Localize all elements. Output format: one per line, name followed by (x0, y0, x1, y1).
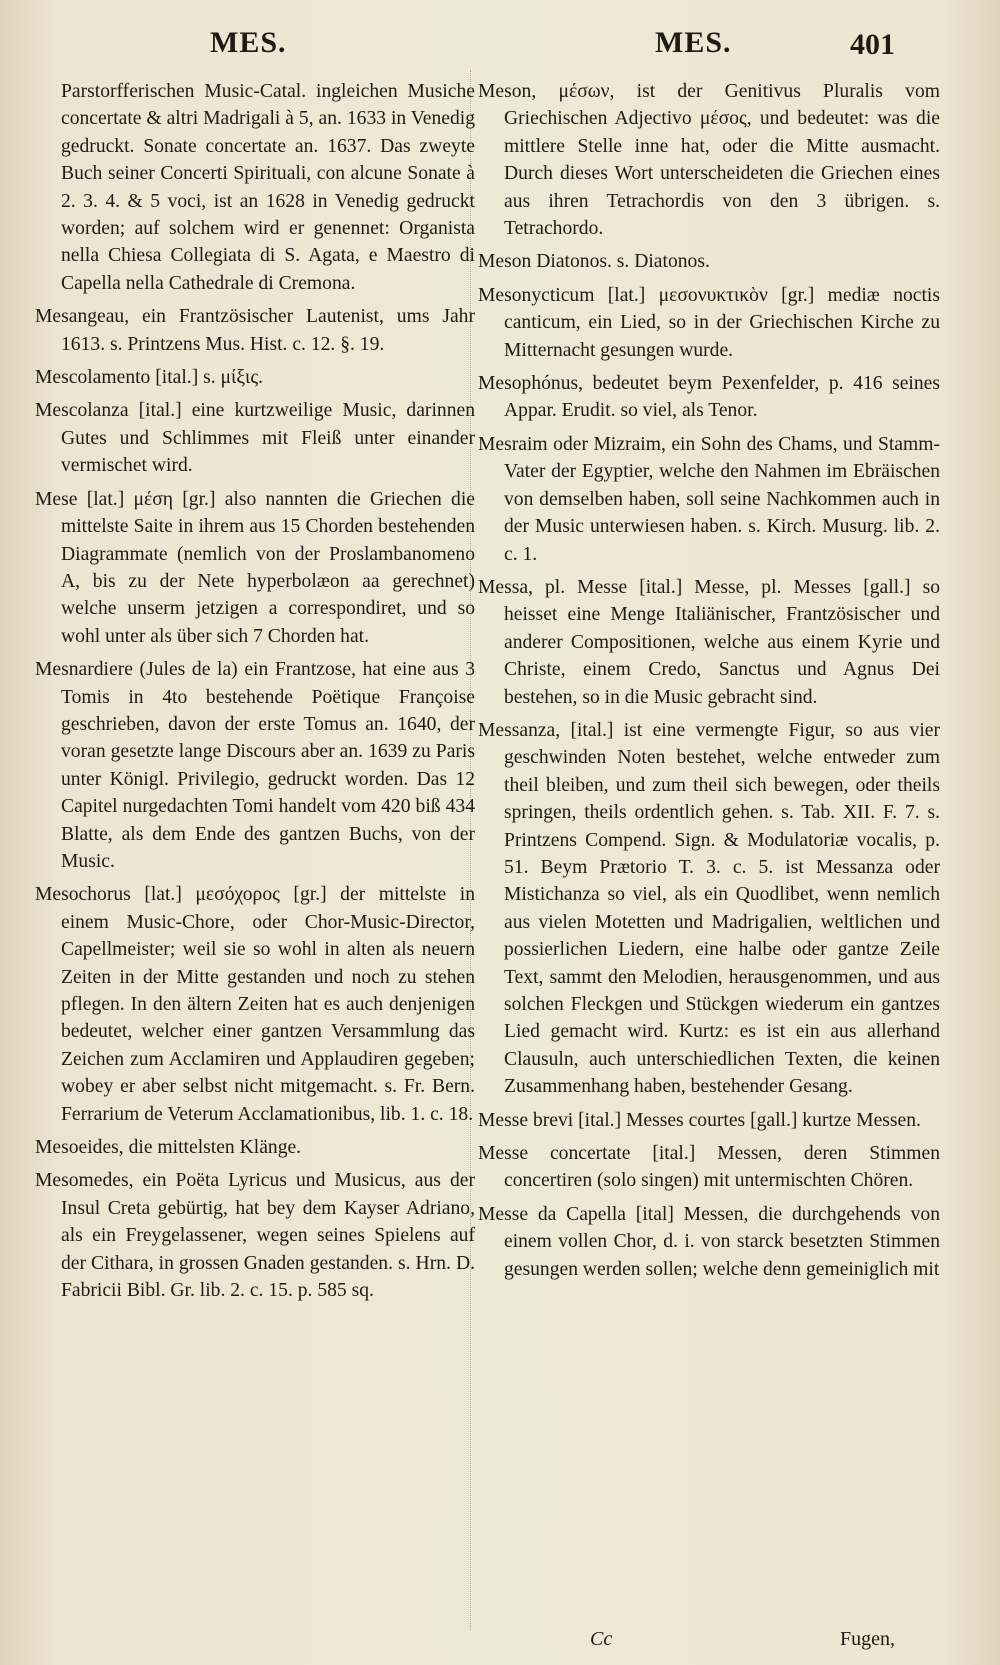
dictionary-entry: Mesangeau, ein Frantzösischer Lautenist, ums Jahr 1613. s. Printzens Mus. Hist. c. 12. §. 19. (35, 306, 475, 355)
left-column (35, 78, 475, 1310)
dictionary-entry: Mesonycticum [lat.] μεσονυκτικὸν [gr.] mediæ noctis canticum, ein Lied, so in der Griechischen Kirche zu Mitternacht gesungen wurde. (478, 284, 940, 361)
dictionary-entry: Messe concertate [ital.] Messen, deren Stimmen concertiren (solo singen) mit untermischten Chören. (478, 1143, 940, 1192)
page-number: 401 (850, 28, 895, 61)
dictionary-entry: Mese [lat.] μέση [gr.] also nannten die Griechen die mittelste Saite in ihrem aus 15 Chorden bestehenden Diagrammate (nemlich von der Proslambanomeno A, bis zu der Nete hyperbolæon aa gerechnet) welche unserm jetzigen a correspondiret, und so wohl unter als über sich 7 Chorden hat. (35, 488, 475, 647)
dictionary-entry: Meson Diatonos. s. Diatonos. (478, 251, 710, 273)
dictionary-entry: Meson, μέσων, ist der Genitivus Pluralis vom Griechischen Adjectivo μέσος, und bedeutet: was die mittlere Stelle inne hat, oder die Mitte ausmacht. Durch dieses Wort unterscheideten die Griechen eines aus ihren Tetrachordis von den 3 übrigen. s. Tetrachordo. (478, 81, 940, 240)
dictionary-entry: Mesophónus, bedeutet beym Pexenfelder, p. 416 seines Appar. Erudit. so viel, als Tenor. (478, 373, 940, 422)
page-footer (0, 1628, 1000, 1662)
dictionary-entry: Mesraim oder Mizraim, ein Sohn des Chams, und Stamm-Vater der Egyptier, welche den Nahmen im Ebräischen von demselben haben, soll seine Nachkommen auch in der Music unterwiesen haben. s. Kirch. Musurg. lib. 2. c. 1. (478, 433, 940, 565)
dictionary-entry: Mesoeides, die mittelsten Klänge. (35, 1137, 302, 1159)
header-left-keyword: MES. (210, 26, 287, 59)
signature-mark: Cc (590, 1628, 613, 1650)
dictionary-entry: Parstorfferischen Music-Catal. ingleichen Musiche concertate & altri Madrigali à 5, an. 1633 in Venedig gedruckt. Sonate concertate an. 1637. Das zweyte Buch seiner Concerti Spirituali, con alcune Sonate à 2. 3. 4. & 5 voci, ist an 1628 in Venedig gedruckt worden; auf solchem wird er genennet: Organista nella Chiesa Collegiata di S. Agata, e Maestro di Capella nella Cathedrale di Cremona. (61, 81, 475, 294)
header-right-keyword: MES. (655, 26, 732, 59)
running-header (0, 0, 1000, 80)
catchword: Fugen, (840, 1628, 895, 1650)
right-column (478, 78, 940, 1289)
dictionary-entry: Messe da Capella [ital] Messen, die durchgehends von einem vollen Chor, d. i. von starck besetzten Stimmen gesungen werden sollen; welche denn gemeiniglich mit (478, 1203, 940, 1280)
dictionary-entry: Mescolamento [ital.] s. μίξις. (35, 367, 263, 389)
dictionary-entry: Mescolanza [ital.] eine kurtzweilige Music, darinnen Gutes und Schlimmes mit Fleiß unter einander vermischet wird. (35, 400, 475, 477)
dictionary-entry: Messa, pl. Messe [ital.] Messe, pl. Messes [gall.] so heisset eine Menge Italiänischer, Frantzösischer und anderer Compositionen, welche aus einem Kyrie und Christe, einem Credo, Sanctus und Agnus Dei bestehen, so in die Music gebracht sind. (478, 576, 940, 708)
dictionary-entry: Mesomedes, ein Poëta Lyricus und Musicus, aus der Insul Creta gebürtig, hat bey dem Kayser Adriano, als ein Freygelassener, wegen seines Spielens auf der Cithara, in grossen Gnaden gestanden. s. Hrn. D. Fabricii Bibl. Gr. lib. 2. c. 15. p. 585 sq. (35, 1170, 475, 1302)
dictionary-entry: Messanza, [ital.] ist eine vermengte Figur, so aus vier geschwinden Noten bestehet, welche entweder zum theil bleiben, und zum theil sich bewegen, oder theils springen, theils ordentlich gehen. s. Tab. XII. F. 7. s. Printzens Compend. Sign. & Modulatoriæ vocalis, p. 51. Beym Prætorio T. 3. c. 5. ist Messanza oder Mistichanza so viel, als ein Quodlibet, wenn nemlich aus vielen Motetten und Madrigalien, weltlichen und possierlichen Liedern, eine halbe oder gantze Zeile Text, sammt den Melodien, herausgenommen, und aus solchen Fleckgen und Stückgen wiederum ein gantzes Lied gemacht wird. Kurtz: es ist ein aus allerhand Clausuln, auch unterschiedlichen Texten, die keinen Zusammenhang haben, bestehender Gesang. (478, 719, 940, 1098)
dictionary-entry: Mesochorus [lat.] μεσόχορος [gr.] der mittelste in einem Music-Chore, oder Chor-Music-Director, Capellmeister; weil sie so wohl in alten als neuern Zeiten in der Mitte gestanden und noch zu stehen pflegen. In den ältern Zeiten hat es auch denjenigen bedeutet, welcher einer gantzen Versammlung das Zeichen zum Acclamiren und Applaudiren gegeben; wobey er aber selbst nicht mitgemacht. s. Fr. Bern. Ferrarium de Veterum Acclamationibus, lib. 1. c. 18. (35, 884, 475, 1125)
dictionary-entry: Messe brevi [ital.] Messes courtes [gall.] kurtze Messen. (478, 1109, 921, 1131)
dictionary-entry: Mesnardiere (Jules de la) ein Frantzose, hat eine aus 3 Tomis in 4to bestehende Poëtique Françoise geschrieben, davon der erste Tomus an. 1640, der voran gesetzte lange Discours aber an. 1639 zu Paris unter Königl. Privilegio, gedruckt worden. Das 12 Capitel nurgedachten Tomi handelt vom 420 biß 434 Blatte, als dem Ende des gantzen Buchs, von der Music. (35, 659, 475, 872)
